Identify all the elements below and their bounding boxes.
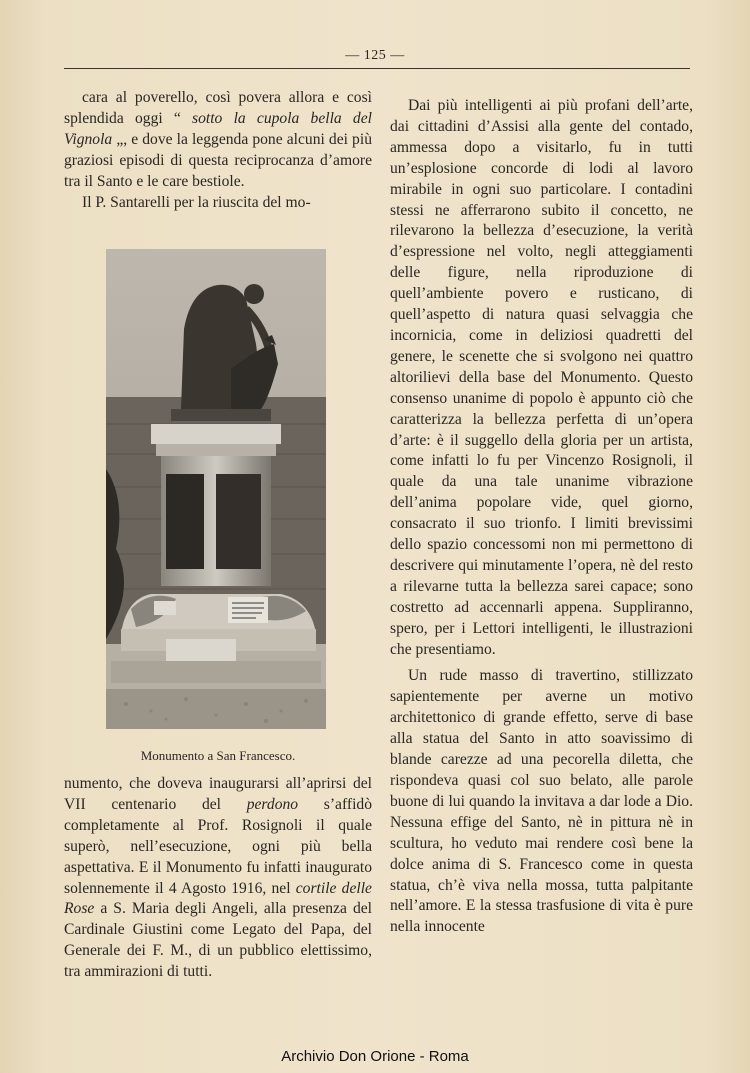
monument-illustration	[106, 249, 326, 729]
text-run: cara al poverello, così povera allora e così splendida oggi “	[64, 89, 372, 127]
page-number: — 125 —	[345, 48, 405, 63]
left-column-bottom	[64, 774, 372, 983]
left-column-top	[64, 88, 372, 213]
italic-place: cortile delle Rose	[64, 879, 372, 918]
italic-quote: sotto la cupola bella del Vignola	[64, 109, 372, 148]
paragraph-3	[64, 774, 372, 983]
italic-word: perdono	[246, 795, 299, 813]
text-run: s’affidò completamente al Prof. Rosignoli il quale superò, nell’esecuzione, ogni più bella aspettativa. E il Monumento fu infatti inaugurato solennemente il 4 Agosto 1916, nel	[64, 795, 372, 897]
text-run: a S. Maria degli Angeli, alla presenza del Cardinale Giustini come Legato del Papa, del Generale dei F. M., di un pubblico elettissimo, tra ammirazioni di tutti.	[64, 900, 372, 981]
paragraph-5: Un rude masso di travertino, stillizzato sapientemente per averne un motivo architettonico di grande effetto, serve di base alla statua del Santo in atto soavissimo di blande carezze ad una pecorella diletta, che rispondeva quasi col suo belato, alle parole buone di lui quando la invitava a dar lode a Dio. Nessuna effige del Santo, nè in pittura nè in scultura, ho veduto mai rendere così bene la dolce anima di S. Francesco come in questa statua, ch’è viva nella mossa, tutta palpitante nell’amore. E la stessa trasfusione di vita è pure nella innocente	[390, 667, 693, 936]
paragraph-1	[64, 88, 372, 193]
paragraph-4: Dai più intelligenti ai più profani dell’arte, dai cittadini d’Assisi alla gente del contado, ammessa dopo a visitarlo, fu in tutti un’esplosione concorde di lodi al lavoro mirabile in ogni suo particolare. I contadini stessi ne afferrarono subito il concetto, ne rilevarono la bellezza d’esecuzione, la verità d’espressione nel volto, negli atteggiamenti delle figure, nella riproduzione di quell’ambiente povero e rusticano, di quell’aspetto di natura quasi selvaggia che incornicia, come in deliziosi quadretti del genere, le scenette che si svolgono nei quattro altorilievi della base del Monumento. Questo consenso unanime di popolo è appunto ciò che caratterizza la bellezza perfetta di un’opera d’arte: è il suggello della gloria per un artista, come infatti lo fu per Vincenzo Rosignoli, il quale da una tale unanime vibrazione dell’anima popolare vide, quel giorno, consacrato il suo trionfo. I limiti brevissimi dello spazio concessomi non mi permettono di descrivere qui minutamente l’opera, nè del resto a rilevarne tutta la bellezza sarei capace; sono costretto ad accennarli appena. Suppliranno, spero, per i Lettori intelligenti, le illustrazioni che presentiamo.	[390, 97, 693, 658]
header-rule	[64, 68, 690, 69]
paragraph-2: Il P. Santarelli per la riuscita del mo-	[82, 193, 311, 211]
text-run: numento, che doveva inaugurarsi all’aprirsi del VII centenario del	[64, 775, 372, 813]
monument-photo	[106, 249, 326, 729]
photo-caption: Monumento a San Francesco.	[140, 748, 296, 763]
archive-footer: Archivio Don Orione - Roma	[281, 1048, 469, 1065]
text-run: „, e dove la leggenda pone alcuni dei più graziosi episodi di questa reciprocanza d’amore tra il Santo e le care bestiole.	[64, 130, 372, 190]
right-column	[390, 96, 693, 938]
